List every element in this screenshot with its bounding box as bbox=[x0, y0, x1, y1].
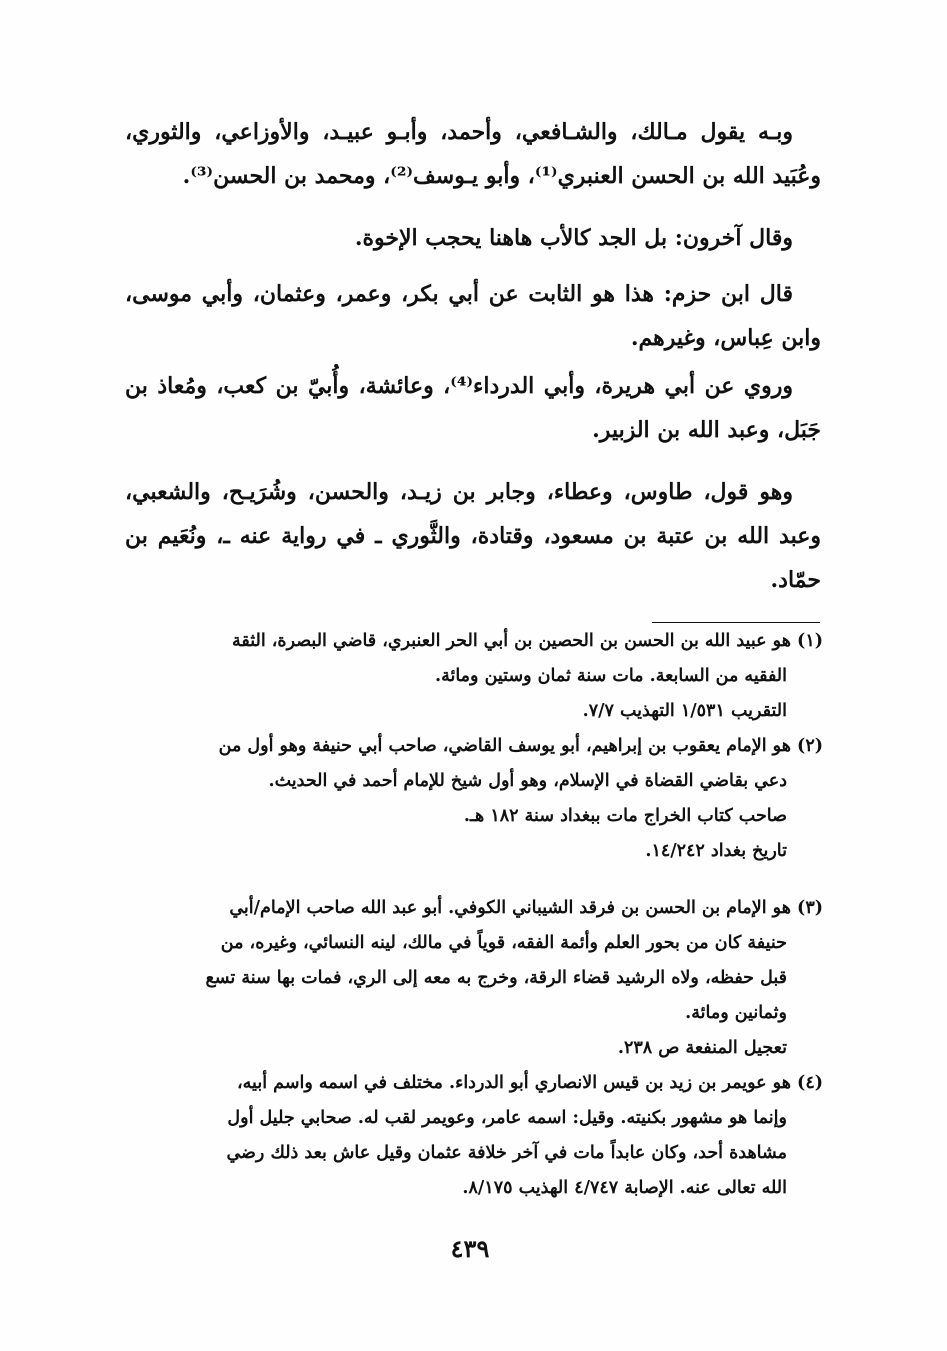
paragraph-5: وهو قول، طاوس، وعطاء، وجابر بن زيـد، والحسن، وشُرَيـح، والشعبي، وعبد الله بن عتبة بن مسعود، وقتادة، والثَّوري ـ في رواية عنه ـ، ونُعَيم بن حمّاد. bbox=[125, 479, 821, 593]
footnote-line: تعجيل المنفعة ص ٢٣٨. bbox=[617, 1038, 787, 1058]
footnote-line: (٢) هو الإمام يعقوب بن إبراهيم، أبو يوسف القاضي، صاحب أبي حنيفة وهو أول من bbox=[218, 736, 823, 756]
paragraph-2: وقال آخرون: بل الجد كالأب هاهنا يحجب الإخوة. bbox=[354, 225, 793, 251]
footnote-4 bbox=[125, 1066, 823, 1206]
footnote-line: الله تعالى عنه. الإصابة ٤/٧٤٧ الهذيب ٨/١٧٥. bbox=[462, 1178, 787, 1198]
footnote-line: (١) هو عبيد الله بن الحسن بن الحصين بن أبي الحر العنبري، قاضي البصرة، الثقة bbox=[231, 631, 823, 651]
paragraph-1: وبـه يقول مـالك، والشـافعي، وأحمد، وأبـو عبيـد، والأوزاعي، والثوري، وعُبَيد الله بن الحسن العنبري⁽¹⁾، وأبو يـوسف⁽²⁾، ومحمد بن الحسن⁽³⁾. bbox=[125, 119, 821, 189]
footnote-line: دعي بقاضي القضاة في الإسلام، وهو أول شيخ للإمام أحمد في الحديث. bbox=[268, 771, 787, 791]
footnote-line: صاحب كتاب الخراج مات ببغداد سنة ١٨٢ هـ. bbox=[463, 806, 787, 826]
footnote-separator bbox=[652, 622, 820, 623]
paragraph-3: قال ابن حزم: هذا هو الثابت عن أبي بكر، وعمر، وعثمان، وأبي موسى، وابن عِباس، وغيرهم. bbox=[125, 281, 821, 351]
footnote-line: (٣) هو الإمام بن الحسن بن فرقد الشيباني الكوفي. أبو عبد الله صاحب الإمام/أبي bbox=[229, 898, 823, 918]
page-number: ٤٣٩ bbox=[450, 1234, 490, 1263]
footnote-line: (٤) هو عويمر بن زيد بن قيس الانصاري أبو الدرداء. مختلف في اسمه واسم أبيه، bbox=[237, 1073, 823, 1093]
footnotes bbox=[125, 624, 823, 1206]
footnote-line: مشاهدة أحد، وكان عابداً مات في آخر خلافة عثمان وقيل عاش بعد ذلك رضي bbox=[226, 1143, 787, 1163]
footnote-line: حنيفة كان من بحور العلم وأئمة الفقه، قوياً في مالك، لينه النسائي، وغيره، من bbox=[220, 933, 787, 953]
footnote-3 bbox=[125, 891, 823, 1066]
footnote-line: وإنما هو مشهور بكنيته. وقيل: اسمه عامر، وعويمر لقب له. صحابي جليل أول bbox=[227, 1108, 787, 1128]
paragraph-4: وروي عن أبي هريرة، وأبي الدرداء⁽⁴⁾، وعائشة، وأُبيّ بن كعب، ومُعاذ بن جَبَل، وعبد الله بن الزبير. bbox=[125, 373, 821, 443]
footnote-line: وثمانين ومائة. bbox=[685, 1003, 787, 1023]
main-text bbox=[125, 110, 821, 614]
footnote-line: التقريب ١/٥٣١ التهذيب ٧/٧. bbox=[582, 701, 787, 721]
footnote-1 bbox=[125, 624, 823, 729]
footnote-line: قبل حفظه، ولاه الرشيد قضاء الرقة، وخرج به معه إلى الري، فمات بها سنة تسع bbox=[205, 968, 787, 988]
footnote-2 bbox=[125, 729, 823, 869]
footnote-line: الفقيه من السابعة. مات سنة ثمان وستين ومائة. bbox=[434, 666, 787, 686]
footnote-line: تاريخ بغداد ١٤/٢٤٢. bbox=[645, 841, 787, 861]
